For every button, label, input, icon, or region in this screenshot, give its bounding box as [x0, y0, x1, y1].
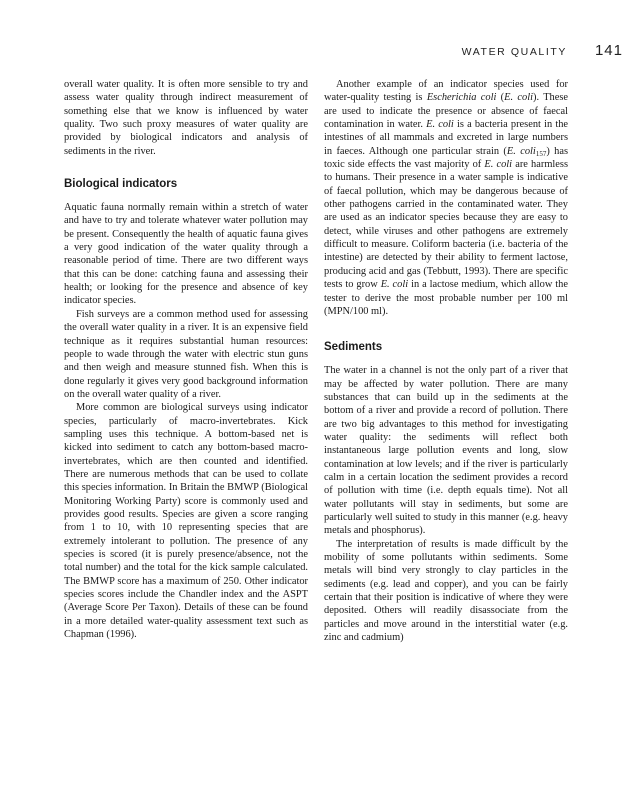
paragraph-indicator-species: More common are biological surveys using indicator species, particularly of macro-invertebrates. Kick sampling uses this technique. A bottom-based net is kicked into sediment to catch any bottom-based macro-invertebrates, which are then counted and identified. There are numerous methods that can be used to collate this species information. In Britain the BMWP (Biological Monitoring Working Party) score is commonly used and provides good results. Species are given a score ranging from 1 to 10, with 10 representing species that are extremely intolerant to pollution. The presence of any species is scored (it is purely presence/absence, not the total number) and the total for the kick sample calculated. The BMWP score has a maximum of 250. Other indicator species scores include the Chandler index and the ASPT (Average Score Per Taxon). Details of these can be found in a more detailed water-quality assessment text such as Chapman (1996).: [64, 402, 308, 641]
page-number: 141: [594, 42, 623, 59]
species-abbrev: E. coli: [506, 145, 536, 157]
paragraph-aquatic-fauna: Aquatic fauna normally remain within a stretch of water and have to try and tolerate whatever water pollution may be present. Consequently the health of aquatic fauna gives a very good indication of the water quality through a reasonable period of time. There are two different ways that this can be done: catching fauna and assessing their health; or looking for the presence and absence of key indicator species.: [64, 202, 308, 307]
left-column: [64, 78, 308, 641]
paragraph-fish-surveys: Fish surveys are a common method used for assessing the overall water quality in a river. It is an expensive field technique as it requires substantial human resources: people to wade through the water with electric stun guns and then weigh and measure stunned fish. When this is done regularly it gives very good background information on the overall water quality of a river.: [64, 308, 308, 400]
heading-sediments: Sediments: [324, 341, 383, 354]
strain-subscript: 157: [535, 149, 547, 158]
running-title: WATER QUALITY: [461, 46, 567, 58]
paragraph-interpretation: The interpretation of results is made difficult by the mobility of some pollutants within sediments. Some metals will bind very strongly to clay particles in the sediments (e.g. lead and copper), and you can be fairly certain that their position is indicative of where they were deposited. Others will readily disassociate from the particles and move around in the interstitial water (e.g. zinc and cadmium): [324, 538, 568, 644]
paragraph-sediments: The water in a channel is not the only part of a river that may be affected by water pollution. There are many substances that can build up in the sediments at the bottom of a river and provide a record of pollution. There are two big advantages to this method for investigating water quality: the sediments will reflect both instantaneous large pollution events and long, slow contamination at low levels; and if the river is particularly calm in a certain location the sediment provides a record of pollution with time (i.e. depth equals time). Not all water pollutants will stay in sediments, but some are particularly well suited to study in this manner (e.g. heavy metals and phosphorus).: [324, 365, 568, 537]
species-abbrev: E. coli: [504, 92, 534, 104]
paragraph-ecoli: Another example of an indicator species used for water-quality testing is Escherichia coli (E. coli). These are used to indicate the presence or absence of faecal contamination in water. E. coli is a bacteria present in the intestines of all mammals and excreted in large numbers in faeces. Although one particular strain (E. coli$_{157}$) has toxic side effects the vast majority of E. coli are harmless to humans. Their presence in a water sample is indicative of faecal pollution, which may be dangerous because of other pathogens carried in the contaminated water. They are used as an indicator species because they are easy to detect, while viruses and other pathogens are extremely difficult to measure. Coliform bacteria (i.e. bacteria of the intestine) are detected by their ability to ferment lactose, producing acid and gas (Tebbutt, 1993). There are specific tests to grow E. coli in a lactose medium, which allow the tester to derive the most probable number per 100 ml (MPN/100 ml).: [324, 79, 569, 317]
heading-biological-indicators: Biological indicators: [64, 178, 178, 191]
species-abbrev: E. coli: [426, 119, 454, 131]
species-name: Escherichia coli: [426, 92, 497, 104]
running-header: [0, 42, 627, 66]
right-column: [324, 78, 568, 644]
species-abbrev: E. coli: [380, 279, 409, 291]
paragraph-intro: overall water quality. It is often more sensible to try and assess water quality through indirect measurement of something else that we know is influenced by water quality. Two such proxy measures of water quality are provided by biological indicators and analysis of sediments in the river.: [64, 79, 308, 157]
species-abbrev: E. coli: [484, 159, 513, 171]
